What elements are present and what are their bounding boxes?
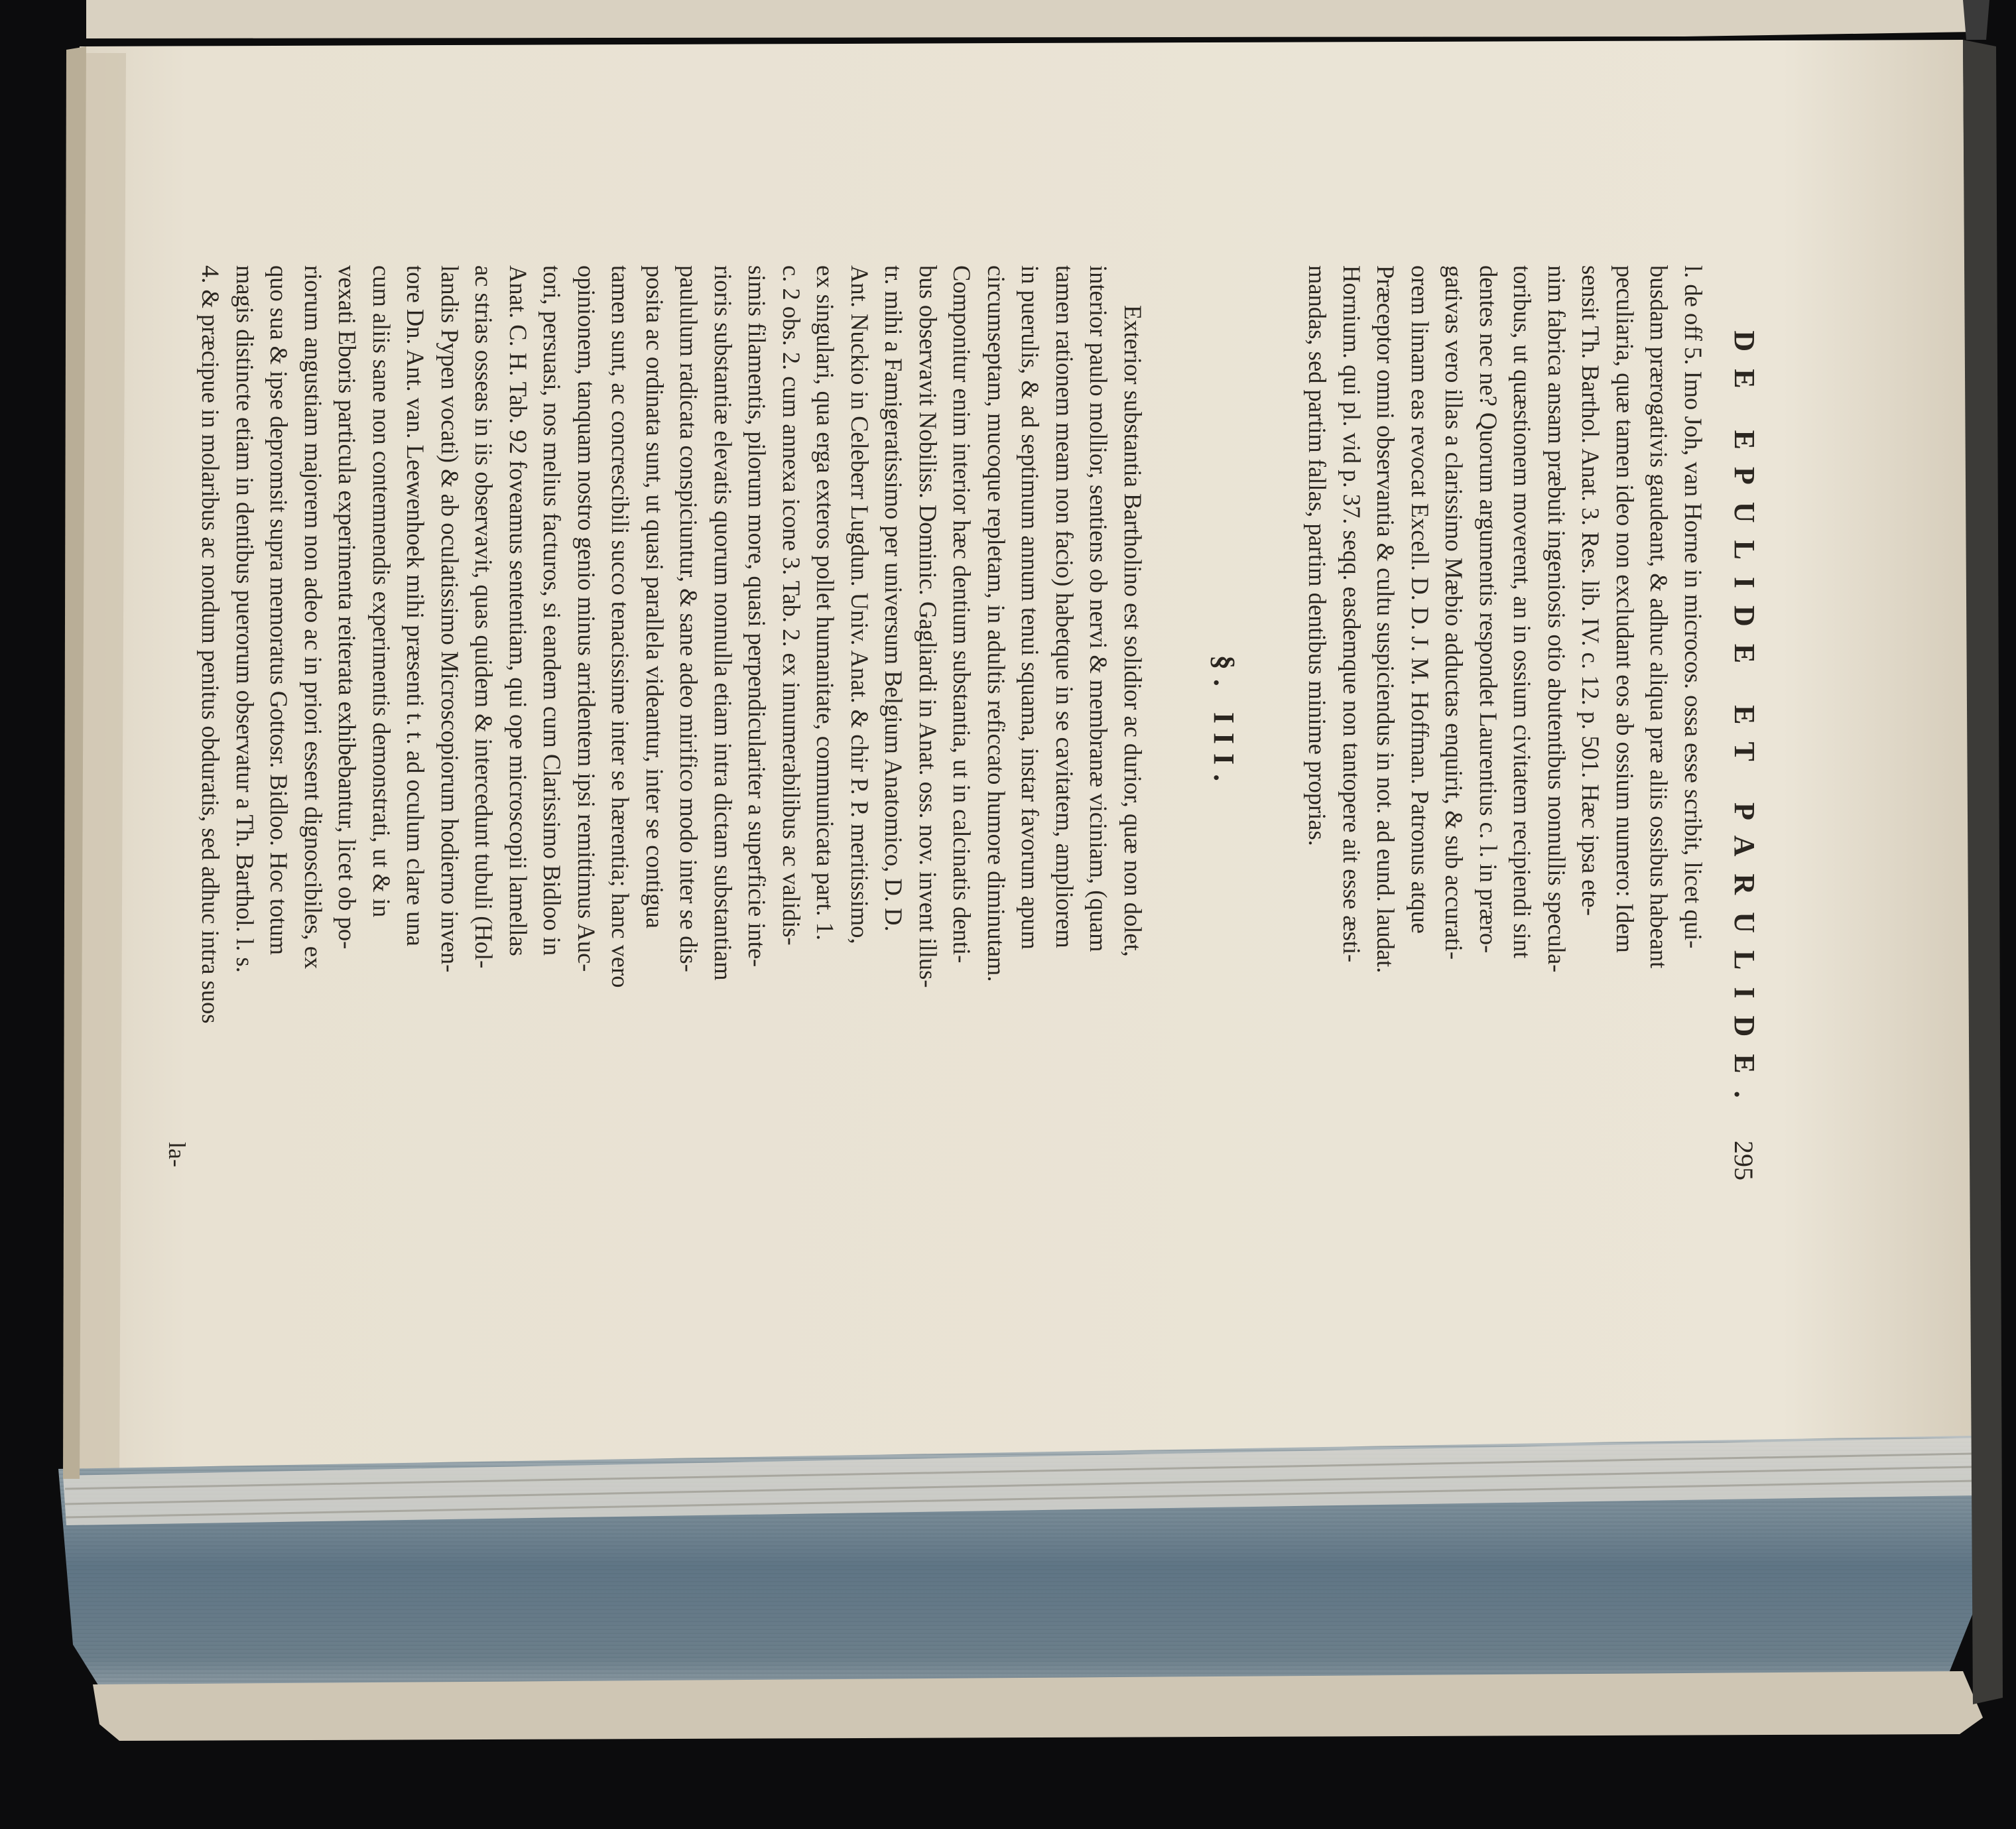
text-line: busdam prærogativis gaudeant, & adhuc aliqua præ aliis ossibus habeant (1645, 265, 1673, 969)
text-line: l. de off 5. Imo Joh, van Horne in microcos. ossa esse scribit, licet qui- (1680, 265, 1707, 949)
catchword: la- (164, 1142, 190, 1167)
text-line: Præceptor omni observantia & cultu suspiciendus in not. ad eund. laudat. (1372, 265, 1400, 974)
text-line: landis Pypen vocati) & ab oculatissimo Microscopiorum hodierno inven- (436, 265, 464, 973)
text-line: simis filamentis, pilorum more, quasi perpendiculariter a superficie inte- (743, 265, 771, 968)
text-line: Anat. C. H. Tab. 92 foveamus sententiam, qui ope microscopii lamellas (505, 265, 532, 956)
paragraph-2 (194, 265, 1150, 1180)
text-line: Hornium. qui pl. vid p. 37. seqq. easdemque non tantopere ait esse æsti- (1338, 265, 1365, 963)
text-line: sensit Th. Barthol. Anat. 3. Res. lib. IV. c. 12. p. 501. Hæc ipsa ete- (1577, 265, 1605, 916)
running-title: DE EPULIDE ET PARULIDE. (1728, 330, 1761, 1115)
text-line: vexati Eboris particula experimenta reiterata exhibebantur, licet ob po- (334, 265, 361, 950)
page-number: 295 (1729, 1141, 1759, 1180)
text-line: 4. & præcipue in molaribus ac nondum penitus obduratis, sed adhuc intra suos (197, 265, 225, 1024)
text-line: tore Dn. Ant. van. Leewenhoek mihi præsenti t. t. ad oculum clare una (402, 265, 430, 946)
text-line: magis distincte etiam in dentibus puerorum observatur a Th. Barthol. l. s. (231, 265, 259, 973)
text-line: interior paulo mollior, sentiens ob nervi & membranæ viciniam, (quam (1085, 265, 1113, 952)
text-line: c. 2 obs. 2. cum annexa icone 3. Tab. 2. ex innumerabilibus ac validis- (778, 265, 805, 946)
text-line: tr. mihi a Famigeratissimo per universum Belgium Anatomico, D. D. (880, 265, 908, 932)
text-line: Componitur enim interior hæc dentium substantia, ut in calcinatis denti- (948, 265, 976, 964)
text-line: rioris substantiæ elevatis quorum nonnulla etiam intra dictam substantiam (710, 265, 737, 981)
text-line: opinionem, tanquam nostro genio minus arridentem ipsi remittimus Auc- (573, 265, 600, 972)
text-line: cum aliis sane non contemnendis experimentis demonstrati, ut & in (368, 265, 395, 918)
section-heading: §. III. (1208, 655, 1240, 791)
text-line: in puerulis, & ad septimum annum tenui squama, instar favorum apum (1017, 265, 1044, 950)
text-line: mandas, sed partim fallas, partim dentibus minime proprias. (1304, 265, 1332, 846)
text-line: tamen rationem meam non facio) habetque in se cavitatem, ampliorem (1051, 265, 1078, 948)
text-line: Exterior substantia Bartholino est solidior ac durior, quæ non dolet, (1119, 305, 1147, 957)
previous-page-edge (86, 0, 1980, 38)
text-line: gativas vero illas a clarissimo Mæbio adductas enquirit, & sub accurati- (1440, 265, 1468, 960)
text-line: ex singulari, qua erga exteros pollet humanitate, communicata part. 1. (812, 265, 840, 940)
text-line: paululum radicata conspiciuntur, & sane adeo mirifico modo inter se dis- (675, 265, 703, 972)
text-line: orem limam eas revocat Excell. D. D. J. M. Hoffman. Patronus atque (1407, 265, 1434, 934)
paragraph-1 (1300, 265, 1710, 1180)
text-line: quo sua & ipse depromsit supra memoratus Gottosr. Bidloo. Hoc totum (265, 265, 293, 956)
text-line: Ant. Nuckio in Celeberr Lugdun. Univ. Anat. & chir P. P. meritissimo, (846, 265, 873, 944)
text-line: nim fabrica ansam præbuit ingeniosis otio abutentibus nonnullis specula- (1543, 265, 1570, 973)
text-line: dentes nec ne? Quorum argumentis respondet Laurentius c. l. in præro- (1475, 265, 1502, 954)
page-header (1728, 265, 1761, 1180)
text-line: posita ac ordinata sunt, ut quasi parallela videantur, inter se contigua (641, 265, 668, 928)
text-line: toribus, ut quæstionem moverent, an in ossium civitatem recipiendi sint (1509, 265, 1537, 959)
text-line: ac strias osseas in iis observavit, quas quidem & intercedunt tubuli (Hol- (470, 265, 498, 969)
page-text-block (164, 265, 1761, 1180)
text-line: circumseptam, mucoque repletam, in adultis reficcato humore diminutam. (983, 265, 1010, 982)
text-line: tori, persuasi, nos melius facturos, si eandem cum Clarissimo Bidloo in (538, 265, 566, 956)
text-line: peculiaria, quæ tamen ideo non excludant eos ab ossium numero: Idem (1611, 265, 1639, 953)
text-line: tamen sunt, ac concrescibili succo tenacissime inter se hærentia; hanc vero (607, 265, 635, 988)
text-line: riorum angustiam majorem non adeo ac in priori essent dignoscibiles, ex (300, 265, 327, 970)
text-line: bus observavit Nobiliss. Dominic. Gagliardi in Anat. oss. nov. invent illus- (914, 265, 942, 988)
